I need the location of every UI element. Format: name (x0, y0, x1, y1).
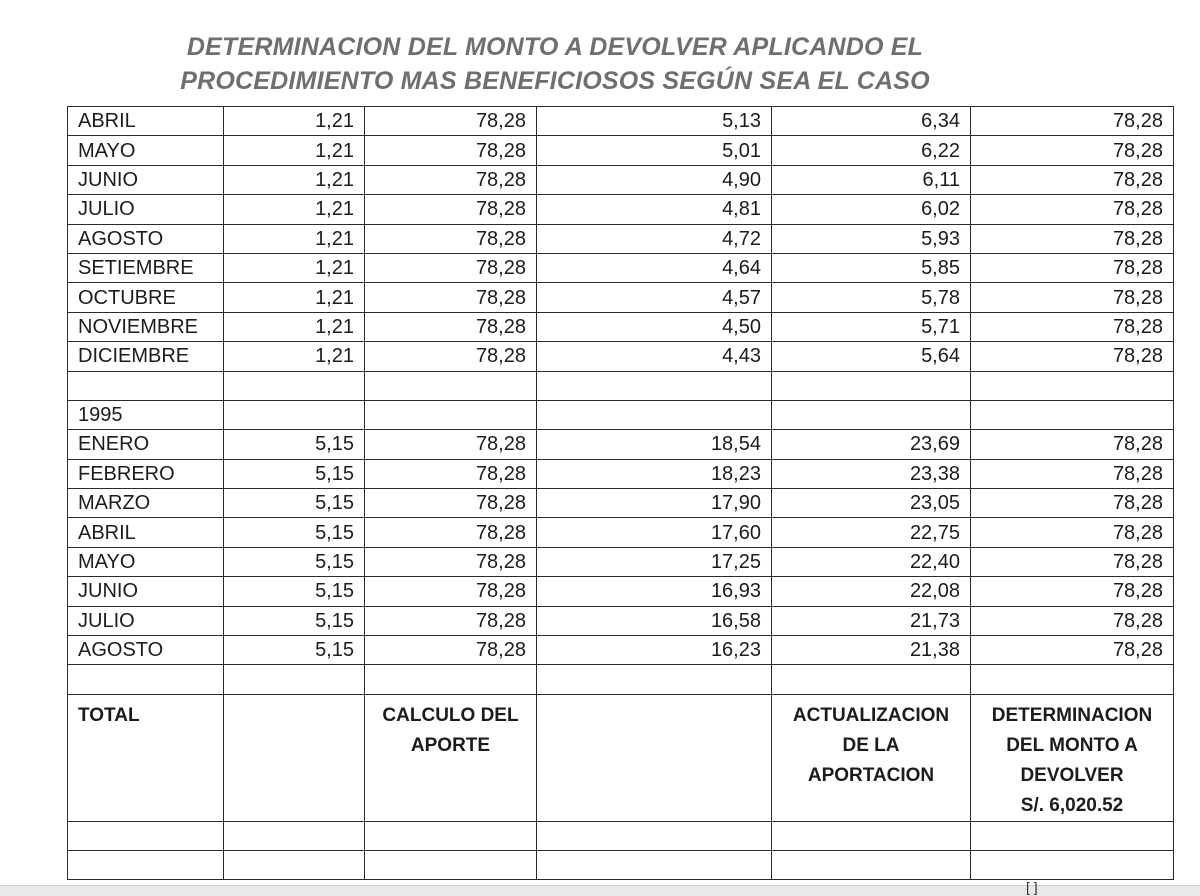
value-cell: 78,28 (971, 136, 1174, 165)
value-cell: 21,38 (772, 636, 971, 665)
value-cell: 78,28 (971, 312, 1174, 341)
bottom-scroll-bar (0, 885, 1200, 896)
value-cell: 4,90 (537, 165, 772, 194)
value-cell: 4,72 (537, 224, 772, 253)
table-row (68, 136, 1174, 165)
empty-row (68, 665, 1174, 694)
table-row (68, 518, 1174, 547)
table-row (68, 430, 1174, 459)
month-cell: FEBRERO (68, 459, 224, 488)
value-cell: 18,54 (537, 430, 772, 459)
value-cell: 78,28 (365, 518, 537, 547)
value-cell: 5,71 (772, 312, 971, 341)
value-cell: 78,28 (365, 107, 537, 136)
table-row (68, 606, 1174, 635)
determinacion-label: DETERMINACION DEL MONTO A DEVOLVER S/. 6,020.52 (971, 694, 1174, 821)
value-cell: 1,21 (224, 107, 365, 136)
title-line-1: DETERMINACION DEL MONTO A DEVOLVER APLICANDO EL (186, 33, 924, 61)
table-row (68, 577, 1174, 606)
value-cell: 4,81 (537, 195, 772, 224)
value-cell: 78,28 (365, 577, 537, 606)
value-cell: 5,01 (537, 136, 772, 165)
empty-row (68, 850, 1174, 879)
value-cell: 6,02 (772, 195, 971, 224)
value-cell: 5,64 (772, 342, 971, 371)
month-cell: JULIO (68, 195, 224, 224)
table-row (68, 459, 1174, 488)
empty-row (68, 371, 1174, 400)
month-cell: MARZO (68, 489, 224, 518)
summary-row (68, 694, 1174, 821)
value-cell: 4,50 (537, 312, 772, 341)
month-cell: MAYO (68, 136, 224, 165)
year-label: 1995 (68, 400, 224, 429)
value-cell: 22,40 (772, 547, 971, 576)
total-amount: S/. 6,020.52 (1020, 794, 1124, 816)
month-cell: JULIO (68, 606, 224, 635)
month-cell: MAYO (68, 547, 224, 576)
table-row (68, 165, 1174, 194)
table-row (68, 283, 1174, 312)
year-row (68, 400, 1174, 429)
value-cell: 78,28 (971, 636, 1174, 665)
value-cell: 78,28 (365, 283, 537, 312)
value-cell: 78,28 (971, 283, 1174, 312)
table-row (68, 636, 1174, 665)
value-cell: 78,28 (971, 165, 1174, 194)
table-row (68, 195, 1174, 224)
title-line-2: PROCEDIMIENTO MAS BENEFICIOSOS SEGÚN SEA EL CASO (180, 67, 930, 95)
value-cell: 1,21 (224, 342, 365, 371)
value-cell: 5,15 (224, 606, 365, 635)
table-separator-block (68, 371, 1174, 430)
month-cell: ENERO (68, 430, 224, 459)
value-cell: 78,28 (365, 342, 537, 371)
value-cell: 78,28 (365, 312, 537, 341)
value-cell: 5,15 (224, 636, 365, 665)
value-cell: 5,15 (224, 430, 365, 459)
value-cell: 78,28 (365, 547, 537, 576)
value-cell: 1,21 (224, 136, 365, 165)
value-cell: 1,21 (224, 253, 365, 282)
value-cell: 5,15 (224, 577, 365, 606)
month-cell: AGOSTO (68, 636, 224, 665)
month-cell: JUNIO (68, 165, 224, 194)
value-cell: 78,28 (365, 636, 537, 665)
value-cell: 78,28 (971, 107, 1174, 136)
value-cell: 78,28 (365, 606, 537, 635)
value-cell: 1,21 (224, 195, 365, 224)
value-cell: 18,23 (537, 459, 772, 488)
value-cell: 6,11 (772, 165, 971, 194)
value-cell: 78,28 (971, 577, 1174, 606)
value-cell: 5,15 (224, 459, 365, 488)
month-cell: SETIEMBRE (68, 253, 224, 282)
value-cell: 23,05 (772, 489, 971, 518)
table-row (68, 253, 1174, 282)
month-cell: DICIEMBRE (68, 342, 224, 371)
value-cell: 6,34 (772, 107, 971, 136)
value-cell: 78,28 (971, 195, 1174, 224)
value-cell: 5,93 (772, 224, 971, 253)
value-cell: 78,28 (971, 224, 1174, 253)
value-cell: 5,15 (224, 547, 365, 576)
value-cell: 17,25 (537, 547, 772, 576)
table-summary-block (68, 665, 1174, 879)
value-cell: 1,21 (224, 224, 365, 253)
value-cell: 5,15 (224, 518, 365, 547)
month-cell: OCTUBRE (68, 283, 224, 312)
value-cell: 5,13 (537, 107, 772, 136)
value-cell: 78,28 (365, 253, 537, 282)
value-cell: 78,28 (365, 165, 537, 194)
value-cell: 78,28 (971, 518, 1174, 547)
value-cell: 1,21 (224, 165, 365, 194)
value-cell: 78,28 (971, 459, 1174, 488)
value-cell: 6,22 (772, 136, 971, 165)
value-cell: 16,93 (537, 577, 772, 606)
table-body-1995 (68, 430, 1174, 665)
value-cell: 5,78 (772, 283, 971, 312)
empty-row (68, 821, 1174, 850)
value-cell: 5,85 (772, 253, 971, 282)
value-cell: 78,28 (971, 430, 1174, 459)
value-cell: 23,38 (772, 459, 971, 488)
value-cell: 78,28 (365, 195, 537, 224)
value-cell: 78,28 (365, 430, 537, 459)
month-cell: JUNIO (68, 577, 224, 606)
month-cell: ABRIL (68, 518, 224, 547)
table-row (68, 547, 1174, 576)
value-cell: 16,23 (537, 636, 772, 665)
month-cell: ABRIL (68, 107, 224, 136)
value-cell: 17,60 (537, 518, 772, 547)
value-cell: 78,28 (971, 547, 1174, 576)
value-cell: 78,28 (365, 489, 537, 518)
document-title (0, 30, 1110, 98)
table-row (68, 342, 1174, 371)
value-cell: 78,28 (365, 136, 537, 165)
value-cell: 22,75 (772, 518, 971, 547)
value-cell: 4,43 (537, 342, 772, 371)
calculo-aporte-label: CALCULO DEL APORTE (365, 694, 537, 821)
table-body-1994 (68, 107, 1174, 372)
value-cell: 78,28 (971, 489, 1174, 518)
value-cell: 4,64 (537, 253, 772, 282)
contribution-table (67, 106, 1174, 880)
value-cell: 21,73 (772, 606, 971, 635)
bottom-bracket-mark: [ ] (1026, 879, 1038, 895)
value-cell: 1,21 (224, 312, 365, 341)
value-cell: 5,15 (224, 489, 365, 518)
value-cell: 78,28 (971, 606, 1174, 635)
table-row (68, 312, 1174, 341)
table-row (68, 489, 1174, 518)
value-cell: 1,21 (224, 283, 365, 312)
value-cell: 16,58 (537, 606, 772, 635)
value-cell: 17,90 (537, 489, 772, 518)
month-cell: AGOSTO (68, 224, 224, 253)
value-cell: 78,28 (365, 459, 537, 488)
table-row (68, 107, 1174, 136)
value-cell: 4,57 (537, 283, 772, 312)
value-cell: 78,28 (365, 224, 537, 253)
value-cell: 22,08 (772, 577, 971, 606)
value-cell: 78,28 (971, 253, 1174, 282)
actualizacion-label: ACTUALIZACION DE LA APORTACION (772, 694, 971, 821)
value-cell: 78,28 (971, 342, 1174, 371)
table-row (68, 224, 1174, 253)
total-label: TOTAL (68, 694, 224, 821)
month-cell: NOVIEMBRE (68, 312, 224, 341)
value-cell: 23,69 (772, 430, 971, 459)
